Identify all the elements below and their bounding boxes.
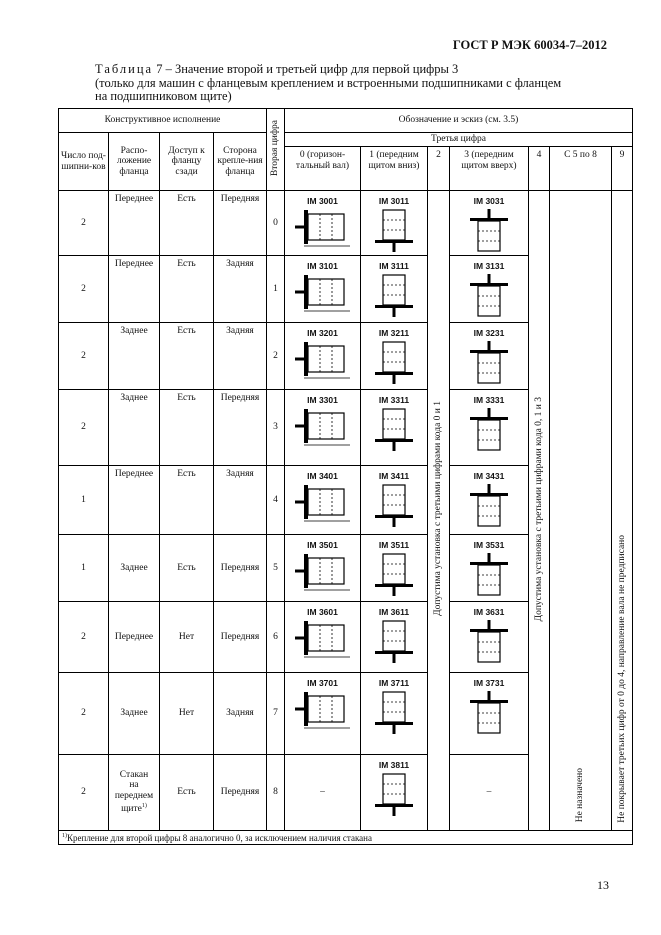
location-cell: Переднее xyxy=(109,191,160,256)
col4-note: Допустима установка с третьими цифрами кода 0, 1 и 3 xyxy=(529,191,550,831)
horizontal-motor-icon xyxy=(292,619,354,659)
vertical-motor-up-icon xyxy=(466,619,512,665)
access-cell: Есть xyxy=(160,755,214,831)
side-cell: Задняя xyxy=(214,256,267,323)
header-col-9: 9 xyxy=(612,147,633,191)
digit-cell: 3 xyxy=(267,390,285,466)
im-code: IM 3611 xyxy=(378,607,410,617)
bearings-cell: 2 xyxy=(59,390,109,466)
table-caption xyxy=(95,63,615,104)
side-cell: Передняя xyxy=(214,191,267,256)
im-code: IM 3011 xyxy=(378,196,410,206)
sketch-col3 xyxy=(450,323,529,390)
header-col-3: 3 (передним щитом вверх) xyxy=(450,147,529,191)
vertical-motor-down-icon xyxy=(371,690,417,736)
location-cell: Заднее xyxy=(109,390,160,466)
horizontal-motor-icon xyxy=(292,208,354,248)
im-code: IM 3111 xyxy=(379,261,409,271)
digit-cell: 2 xyxy=(267,323,285,390)
header-designation: Обозначение и эскиз (см. 3.5) xyxy=(285,109,633,133)
im-code: IM 3311 xyxy=(378,395,410,405)
location-cell: Заднее xyxy=(109,535,160,602)
sketch-col0 xyxy=(285,390,361,466)
sketch-col3 xyxy=(450,673,529,755)
im-code: IM 3211 xyxy=(378,328,410,338)
im-code: IM 3031 xyxy=(473,196,505,206)
digit-cell: 6 xyxy=(267,602,285,673)
im-code: IM 3401 xyxy=(307,471,338,481)
horizontal-motor-icon xyxy=(292,483,354,523)
im-code: IM 3601 xyxy=(307,607,338,617)
header-bearings: Число под-шипни-ков xyxy=(59,133,109,191)
sketch-col1 xyxy=(361,673,428,755)
side-cell: Задняя xyxy=(214,673,267,755)
page-number: 13 xyxy=(597,878,609,892)
sketch-col0 xyxy=(285,323,361,390)
bearings-cell: 2 xyxy=(59,323,109,390)
digit-cell: 1 xyxy=(267,256,285,323)
access-cell: Нет xyxy=(160,602,214,673)
vertical-motor-up-icon xyxy=(466,407,512,453)
horizontal-motor-icon xyxy=(292,552,354,592)
designation-table xyxy=(58,108,633,845)
sketch-col1 xyxy=(361,390,428,466)
sketch-col1 xyxy=(361,191,428,256)
vertical-motor-down-icon xyxy=(371,208,417,254)
side-cell: Передняя xyxy=(214,602,267,673)
vertical-motor-up-icon xyxy=(466,208,512,254)
header-third-digit: Третья цифра xyxy=(285,133,633,147)
sketch-col1 xyxy=(361,323,428,390)
sketch-col3 xyxy=(450,256,529,323)
location-cell: Заднее xyxy=(109,673,160,755)
header-col-2: 2 xyxy=(428,147,450,191)
header-col-1: 1 (передним щитом вниз) xyxy=(361,147,428,191)
sketch-col0 xyxy=(285,535,361,602)
im-code: IM 3331 xyxy=(473,395,505,405)
im-code: IM 3131 xyxy=(473,261,505,271)
side-cell: Передняя xyxy=(214,755,267,831)
sketch-col1 xyxy=(361,466,428,535)
access-cell: Есть xyxy=(160,466,214,535)
horizontal-motor-icon xyxy=(292,340,354,380)
vertical-motor-up-icon xyxy=(466,552,512,598)
side-cell: Задняя xyxy=(214,323,267,390)
side-cell: Передняя xyxy=(214,390,267,466)
caption-line1: 7 – Значение второй и третьей цифр для первой цифры 3 xyxy=(153,62,459,76)
side-cell: Задняя xyxy=(214,466,267,535)
sketch-col3 xyxy=(450,602,529,673)
sketch-col1 xyxy=(361,535,428,602)
header-access: Доступ к фланцу сзади xyxy=(160,133,214,191)
document-id: ГОСТ Р МЭК 60034-7–2012 xyxy=(452,38,607,52)
horizontal-motor-icon xyxy=(292,407,354,447)
im-code: IM 3201 xyxy=(307,328,338,338)
sketch-col3 xyxy=(450,535,529,602)
vertical-motor-down-icon xyxy=(371,772,417,818)
header-second-digit: Вторая цифра xyxy=(267,109,285,191)
im-code: IM 3731 xyxy=(473,678,505,688)
sketch-col3-empty: – xyxy=(450,755,529,831)
sketch-col1 xyxy=(361,755,428,831)
vertical-motor-down-icon xyxy=(371,483,417,529)
horizontal-motor-icon xyxy=(292,273,354,313)
sketch-col0 xyxy=(285,602,361,673)
header-constructive: Конструктивное исполнение xyxy=(59,109,267,133)
caption-line3: на подшипниковом щите) xyxy=(95,89,232,103)
im-code: IM 3511 xyxy=(378,540,410,550)
access-cell: Нет xyxy=(160,673,214,755)
access-cell: Есть xyxy=(160,191,214,256)
bearings-cell: 2 xyxy=(59,256,109,323)
caption-line2: (только для машин с фланцевым креплением и встроенными подшипниками с фланцем xyxy=(95,75,562,90)
bearings-cell: 2 xyxy=(59,191,109,256)
access-cell: Есть xyxy=(160,256,214,323)
sketch-col3 xyxy=(450,191,529,256)
vertical-motor-down-icon xyxy=(371,619,417,665)
sketch-col3 xyxy=(450,390,529,466)
sketch-col1 xyxy=(361,602,428,673)
bearings-cell: 2 xyxy=(59,602,109,673)
bearings-cell: 2 xyxy=(59,673,109,755)
horizontal-motor-icon xyxy=(292,690,354,730)
im-code: IM 3001 xyxy=(307,196,338,206)
location-cell: Заднее xyxy=(109,323,160,390)
sketch-col0-empty: – xyxy=(285,755,361,831)
sketch-col0 xyxy=(285,466,361,535)
location-cell: Переднее xyxy=(109,466,160,535)
access-cell: Есть xyxy=(160,390,214,466)
im-code: IM 3501 xyxy=(307,540,338,550)
sketch-col0 xyxy=(285,673,361,755)
bearings-cell: 1 xyxy=(59,535,109,602)
im-code: IM 3711 xyxy=(378,678,410,688)
im-code: IM 3301 xyxy=(307,395,338,405)
location-cell: Стакан на переднем щите$^{1)}$ xyxy=(109,755,160,831)
location-cell: Переднее xyxy=(109,256,160,323)
digit-cell: 4 xyxy=(267,466,285,535)
vertical-motor-down-icon xyxy=(371,273,417,319)
col2-note: Допустима установка с третьими цифрами кода 0 и 1 xyxy=(428,191,450,831)
access-cell: Есть xyxy=(160,535,214,602)
header-flange-location: Распо-ложение фланца xyxy=(109,133,160,191)
col58-note: Не назначено xyxy=(550,191,612,831)
vertical-motor-down-icon xyxy=(371,407,417,453)
digit-cell: 8 xyxy=(267,755,285,831)
im-code: IM 3631 xyxy=(473,607,505,617)
im-code: IM 3531 xyxy=(473,540,505,550)
vertical-motor-up-icon xyxy=(466,273,512,319)
table-footnote: $^{1)}$Крепление для второй цифры 8 аналогично 0, за исключением наличия стакана xyxy=(59,831,633,845)
im-code: IM 3431 xyxy=(473,471,505,481)
table-row xyxy=(59,191,633,256)
vertical-motor-up-icon xyxy=(466,690,512,736)
sketch-col0 xyxy=(285,256,361,323)
col9-note: Не покрывает третьих цифр от 0 до 4, направление вала не предписано xyxy=(612,191,633,831)
digit-cell: 5 xyxy=(267,535,285,602)
side-cell: Передняя xyxy=(214,535,267,602)
header-flange-side: Сторона крепле-ния фланца xyxy=(214,133,267,191)
digit-cell: 7 xyxy=(267,673,285,755)
im-code: IM 3811 xyxy=(378,760,410,770)
caption-label: Таблица xyxy=(95,62,154,76)
location-cell: Переднее xyxy=(109,602,160,673)
bearings-cell: 1 xyxy=(59,466,109,535)
vertical-motor-down-icon xyxy=(371,340,417,386)
im-code: IM 3411 xyxy=(378,471,410,481)
header-col-5-8: С 5 по 8 xyxy=(550,147,612,191)
im-code: IM 3231 xyxy=(473,328,505,338)
bearings-cell: 2 xyxy=(59,755,109,831)
access-cell: Есть xyxy=(160,323,214,390)
header-col-0: 0 (горизон-тальный вал) xyxy=(285,147,361,191)
sketch-col0 xyxy=(285,191,361,256)
header-col-4: 4 xyxy=(529,147,550,191)
sketch-col3 xyxy=(450,466,529,535)
im-code: IM 3101 xyxy=(307,261,338,271)
vertical-motor-up-icon xyxy=(466,340,512,386)
digit-cell: 0 xyxy=(267,191,285,256)
vertical-motor-up-icon xyxy=(466,483,512,529)
im-code: IM 3701 xyxy=(307,678,338,688)
sketch-col1 xyxy=(361,256,428,323)
vertical-motor-down-icon xyxy=(371,552,417,598)
